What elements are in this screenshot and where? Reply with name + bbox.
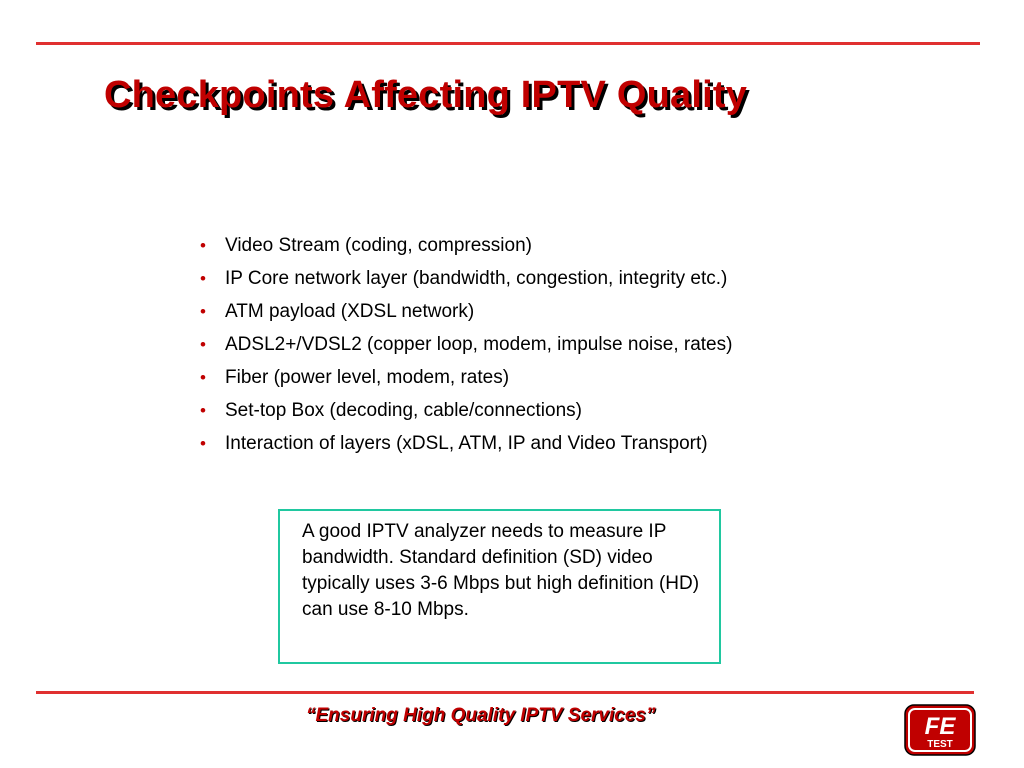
list-item (200, 430, 732, 463)
bullet-icon: • (200, 269, 206, 288)
callout-box (278, 509, 721, 664)
callout-text: A good IPTV analyzer needs to measure IP bandwidth. Standard definition (SD) video typically uses 3-6 Mbps but high definition (HD) can use 8-10 Mbps. (302, 521, 700, 620)
list-item-text: Video Stream (coding, compression) (225, 235, 532, 256)
list-item (200, 331, 732, 364)
list-item-text: Fiber (power level, modem, rates) (225, 367, 510, 388)
bullet-icon: • (200, 368, 206, 387)
bullet-icon: • (200, 401, 206, 420)
top-divider (36, 42, 980, 45)
logo-text-bottom: TEST (927, 739, 953, 750)
footer-tagline: “Ensuring High Quality IPTV Services” (306, 705, 656, 726)
logo-text-top: FE (924, 713, 956, 740)
bullet-icon: • (200, 335, 206, 354)
bottom-divider (36, 691, 974, 694)
bullet-icon: • (200, 434, 206, 453)
list-item-text: IP Core network layer (bandwidth, congestion, integrity etc.) (225, 268, 728, 289)
fe-test-logo (903, 703, 977, 757)
list-item-text: ATM payload (XDSL network) (225, 301, 475, 322)
list-item (200, 397, 732, 430)
list-item (200, 364, 732, 397)
list-item-text: ADSL2+/VDSL2 (copper loop, modem, impulse noise, rates) (225, 334, 733, 355)
bullet-icon: • (200, 302, 206, 321)
list-item-text: Interaction of layers (xDSL, ATM, IP and Video Transport) (225, 433, 708, 454)
list-item (200, 265, 732, 298)
bullet-list (200, 232, 732, 463)
list-item-text: Set-top Box (decoding, cable/connections) (225, 400, 582, 421)
list-item (200, 298, 732, 331)
bullet-icon: • (200, 236, 206, 255)
slide-title: Checkpoints Affecting IPTV Quality (104, 74, 748, 116)
list-item (200, 232, 732, 265)
